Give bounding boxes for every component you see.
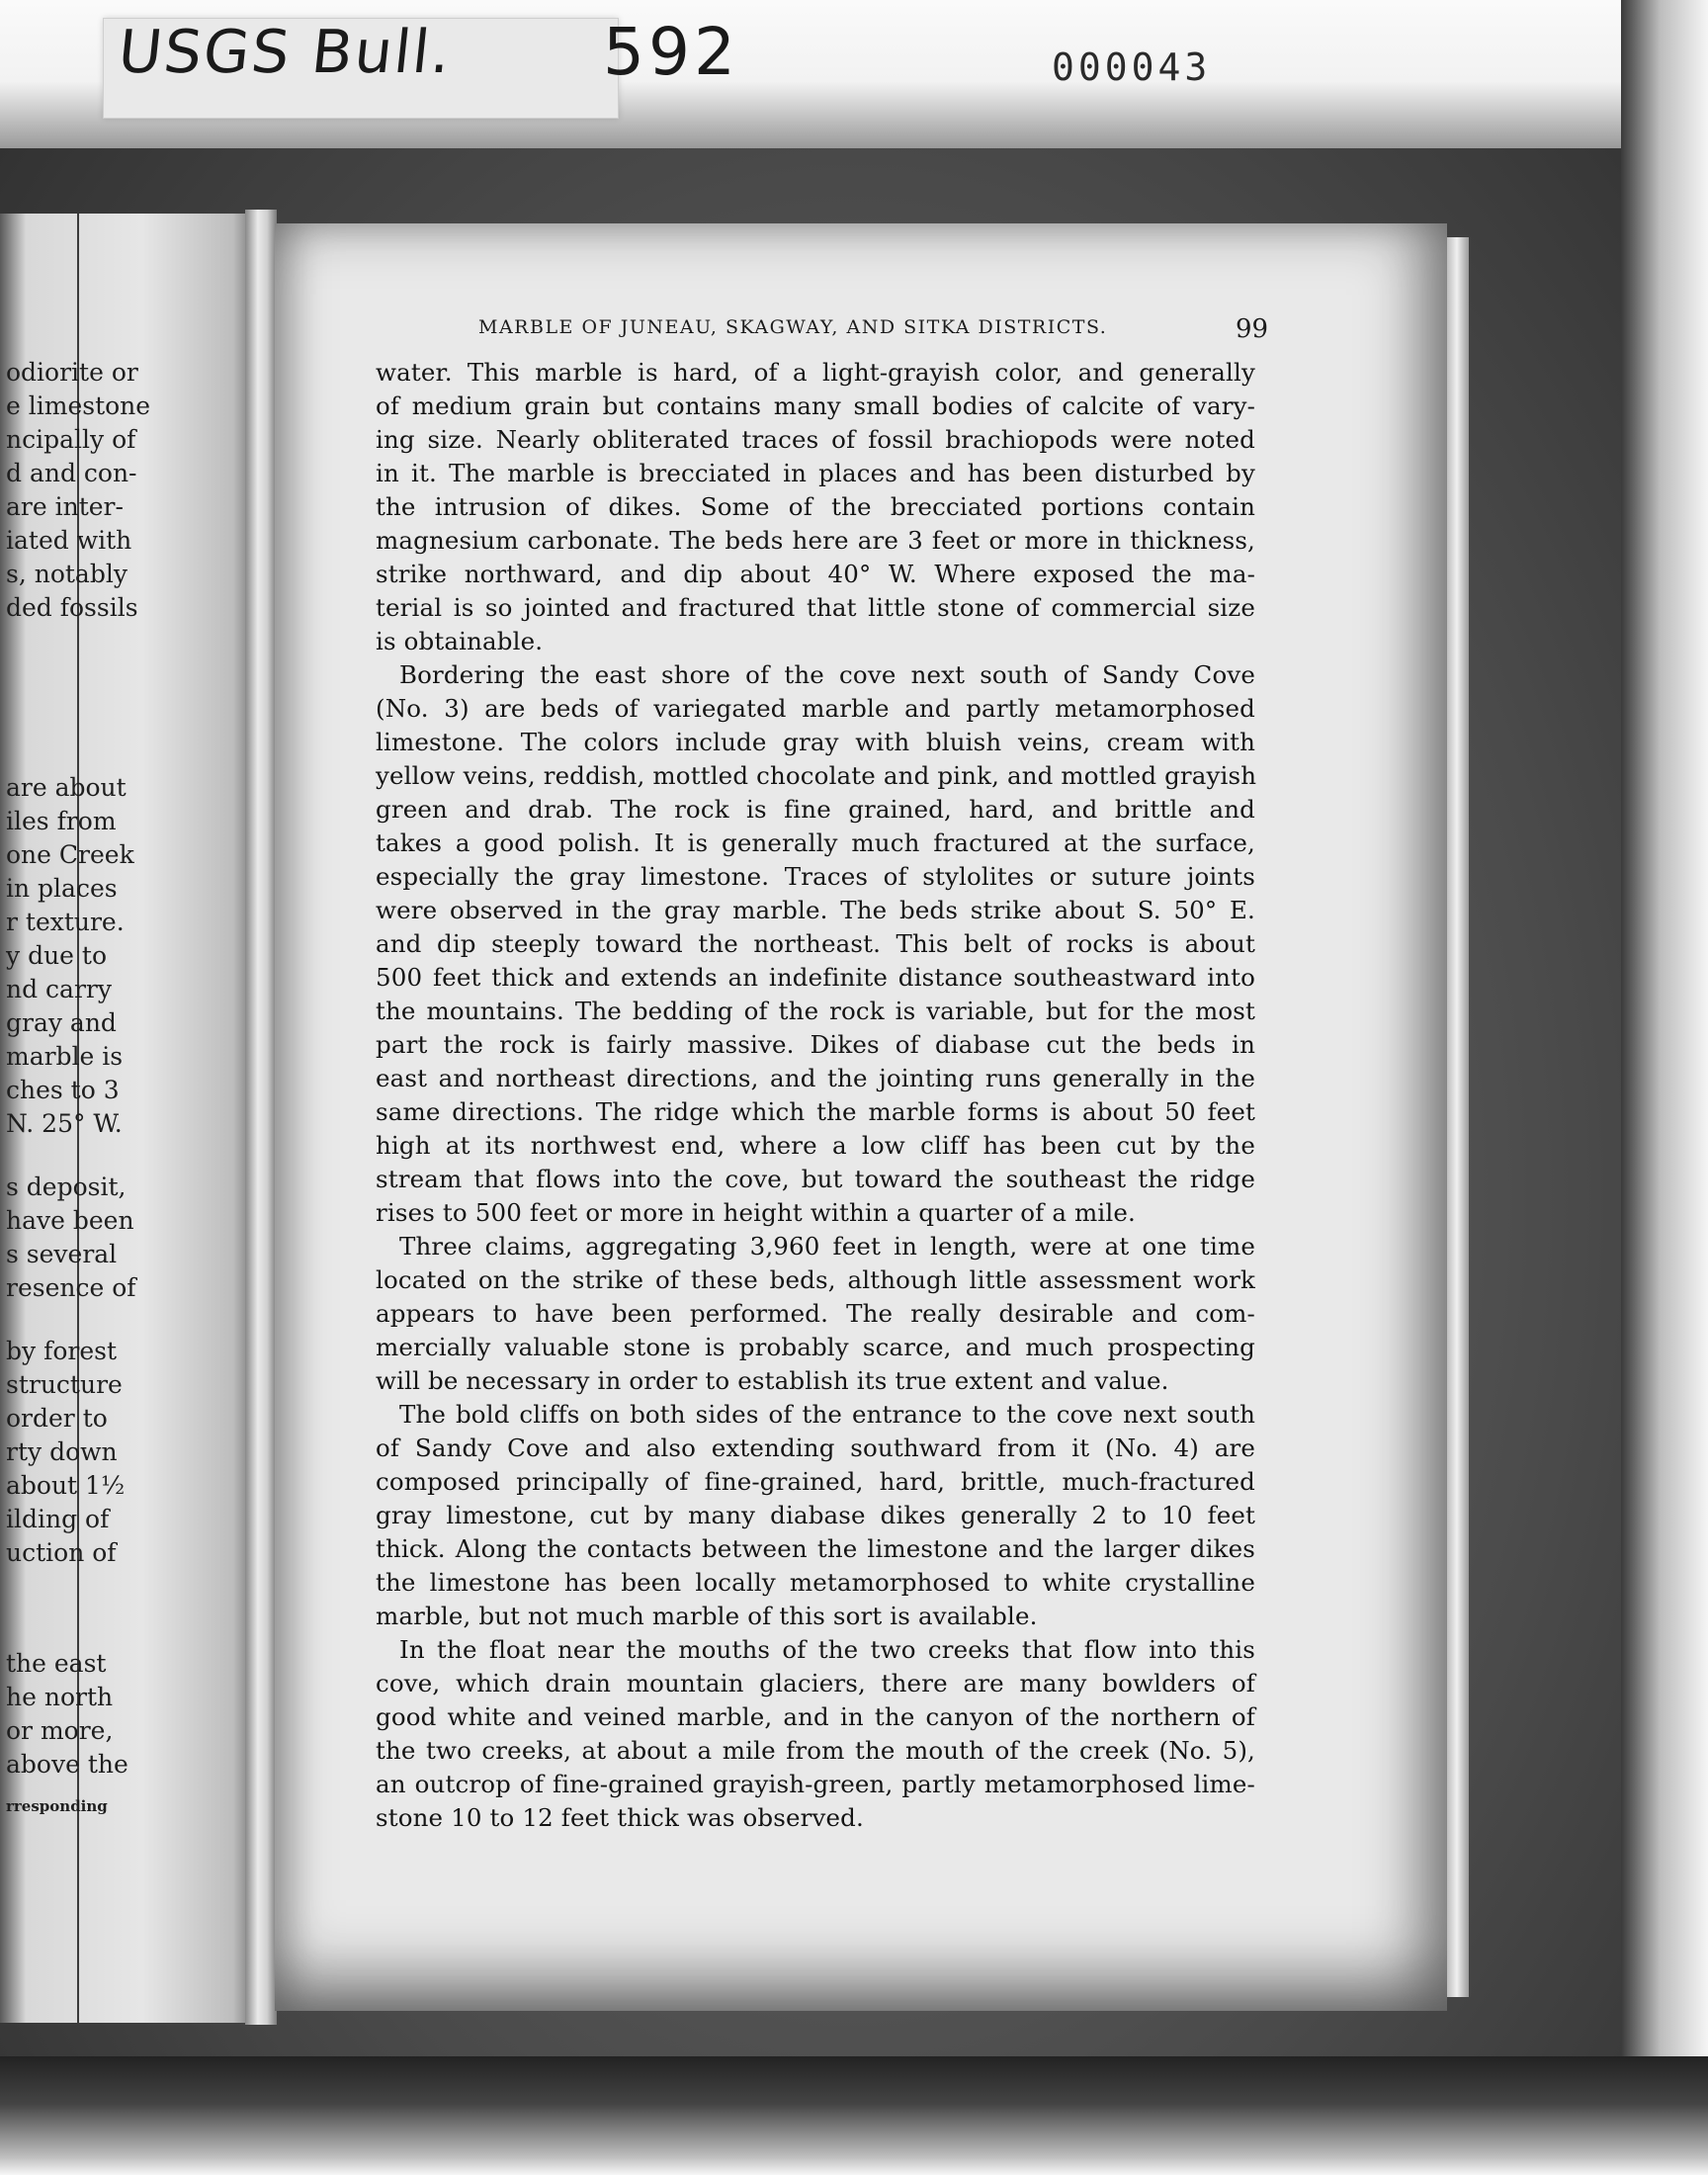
left-fragment: he north <box>6 1683 114 1711</box>
left-fragment: have been <box>6 1206 134 1235</box>
left-fragment: e limestone <box>6 392 151 420</box>
text-line: strike northward, and dip about 40° W. Where exposed the ma- <box>376 560 1255 588</box>
left-fragment: ncipally of <box>6 425 136 454</box>
text-line: an outcrop of fine-grained grayish-green, partly metamorphosed lime- <box>376 1770 1255 1798</box>
text-line: located on the strike of these beds, although little assessment work <box>376 1265 1255 1294</box>
text-line: mercially valuable stone is probably scarce, and much prospecting <box>376 1333 1255 1361</box>
left-fragment: in places <box>6 874 118 903</box>
running-head: MARBLE OF JUNEAU, SKAGWAY, AND SITKA DISTRICTS. <box>478 316 1108 338</box>
text-line: magnesium carbonate. The beds here are 3 feet or more in thickness, <box>376 526 1255 555</box>
text-line: takes a good polish. It is generally much fractured at the surface, <box>376 828 1255 857</box>
left-fragment: iated with <box>6 526 132 555</box>
text-line: were observed in the gray marble. The beds strike about S. 50° E. <box>376 896 1255 924</box>
text-line: stream that flows into the cove, but toward the southeast the ridge <box>376 1165 1255 1193</box>
book-gutter <box>245 210 277 2025</box>
text-line: composed principally of fine-grained, hard, brittle, much-fractured <box>376 1467 1255 1496</box>
text-line: the mountains. The bedding of the rock is variable, but for the most <box>376 997 1255 1025</box>
text-line: stone 10 to 12 feet thick was observed. <box>376 1803 864 1832</box>
left-fragment: are about <box>6 773 127 802</box>
left-fragment: are inter- <box>6 492 124 521</box>
left-fragment: rty down <box>6 1437 118 1466</box>
left-fragment: odiorite or <box>6 358 138 387</box>
left-fragment: d and con- <box>6 459 137 487</box>
text-line: is obtainable. <box>376 627 544 655</box>
text-line: will be necessary in order to establish its true extent and value. <box>376 1366 1169 1395</box>
left-fragment: structure <box>6 1370 123 1399</box>
text-line: especially the gray limestone. Traces of stylolites or suture joints <box>376 862 1255 891</box>
left-fragment: about 1½ <box>6 1471 126 1500</box>
text-line: 500 feet thick and extends an indefinite distance southeastward into <box>376 963 1255 992</box>
text-line: (No. 3) are beds of variegated marble and partly metamorphosed <box>376 694 1255 723</box>
text-line: Bordering the east shore of the cove next south of Sandy Cove <box>399 660 1255 689</box>
scan-bottom-margin <box>0 2056 1708 2175</box>
text-line: limestone. The colors include gray with bluish veins, cream with <box>376 728 1255 756</box>
text-line: thick. Along the contacts between the limestone and the larger dikes <box>376 1534 1255 1563</box>
text-line: the intrusion of dikes. Some of the brecciated portions contain <box>376 492 1255 521</box>
left-fragment: above the <box>6 1750 128 1779</box>
text-line: high at its northwest end, where a low cliff has been cut by the <box>376 1131 1255 1160</box>
handwritten-label: USGS Bull. <box>115 18 456 87</box>
text-line: Three claims, aggregating 3,960 feet in length, were at one time <box>399 1232 1255 1261</box>
left-fragment: s several <box>6 1240 118 1268</box>
scan-right-margin <box>1621 0 1708 2175</box>
text-line: water. This marble is hard, of a light-grayish color, and generally <box>376 358 1255 387</box>
left-fragment: iles from <box>6 807 117 835</box>
text-line: same directions. The ridge which the marble forms is about 50 feet <box>376 1097 1255 1126</box>
left-fragment: ded fossils <box>6 593 138 622</box>
left-fragment: ches to 3 <box>6 1076 120 1104</box>
left-fragment: ilding of <box>6 1505 110 1533</box>
text-line: and dip steeply toward the northeast. This belt of rocks is about <box>376 929 1255 958</box>
left-fragment: the east <box>6 1649 107 1678</box>
left-fragment: gray and <box>6 1008 117 1037</box>
handwritten-number: 592 <box>603 14 739 90</box>
text-line: gray limestone, cut by many diabase dikes generally 2 to 10 feet <box>376 1501 1255 1529</box>
text-line: east and northeast directions, and the jointing runs generally in the <box>376 1064 1255 1092</box>
page-number: 99 <box>1236 314 1269 344</box>
left-fragment: resence of <box>6 1273 136 1302</box>
left-fragment: r texture. <box>6 908 125 936</box>
text-line: marble, but not much marble of this sort is available. <box>376 1602 1038 1630</box>
left-page <box>0 214 259 2023</box>
left-fragment: N. 25° W. <box>6 1109 123 1138</box>
text-line: part the rock is fairly massive. Dikes of diabase cut the beds in <box>376 1030 1255 1059</box>
left-fragment: marble is <box>6 1042 124 1071</box>
left-fragment: s deposit, <box>6 1173 127 1201</box>
left-fragment: by forest <box>6 1337 117 1365</box>
text-line: appears to have been performed. The really desirable and com- <box>376 1299 1255 1328</box>
text-line: yellow veins, reddish, mottled chocolate and pink, and mottled grayish <box>376 761 1257 790</box>
text-line: terial is so jointed and fractured that little stone of commercial size <box>376 593 1255 622</box>
text-line: of medium grain but contains many small bodies of calcite of vary- <box>376 392 1255 420</box>
text-line: The bold cliffs on both sides of the entrance to the cove next south <box>399 1400 1255 1429</box>
left-fragment: uction of <box>6 1538 117 1567</box>
left-footnote-fragment: rresponding <box>6 1797 108 1815</box>
left-fragment: nd carry <box>6 975 112 1003</box>
text-line: rises to 500 feet or more in height within a quarter of a mile. <box>376 1198 1136 1227</box>
left-page-fragments <box>6 214 253 2023</box>
stamp-number: 000043 <box>1052 45 1212 89</box>
text-line: good white and veined marble, and in the canyon of the northern of <box>376 1702 1255 1731</box>
text-line: in it. The marble is brecciated in places and has been disturbed by <box>376 459 1255 487</box>
page-edge <box>1447 237 1469 1997</box>
left-fragment: y due to <box>6 941 108 970</box>
left-fragment: s, notably <box>6 560 128 588</box>
left-fragment: order to <box>6 1404 108 1433</box>
text-line: the limestone has been locally metamorphosed to white crystalline <box>376 1568 1255 1597</box>
text-line: green and drab. The rock is fine grained, hard, and brittle and <box>376 795 1255 824</box>
text-line: ing size. Nearly obliterated traces of fossil brachiopods were noted <box>376 425 1255 454</box>
left-fragment: or more, <box>6 1716 114 1745</box>
left-fragment: one Creek <box>6 840 134 869</box>
text-line: of Sandy Cove and also extending southward from it (No. 4) are <box>376 1434 1255 1462</box>
text-line: In the float near the mouths of the two creeks that flow into this <box>399 1635 1255 1664</box>
text-line: the two creeks, at about a mile from the mouth of the creek (No. 5), <box>376 1736 1255 1765</box>
text-line: cove, which drain mountain glaciers, there are many bowlders of <box>376 1669 1255 1697</box>
